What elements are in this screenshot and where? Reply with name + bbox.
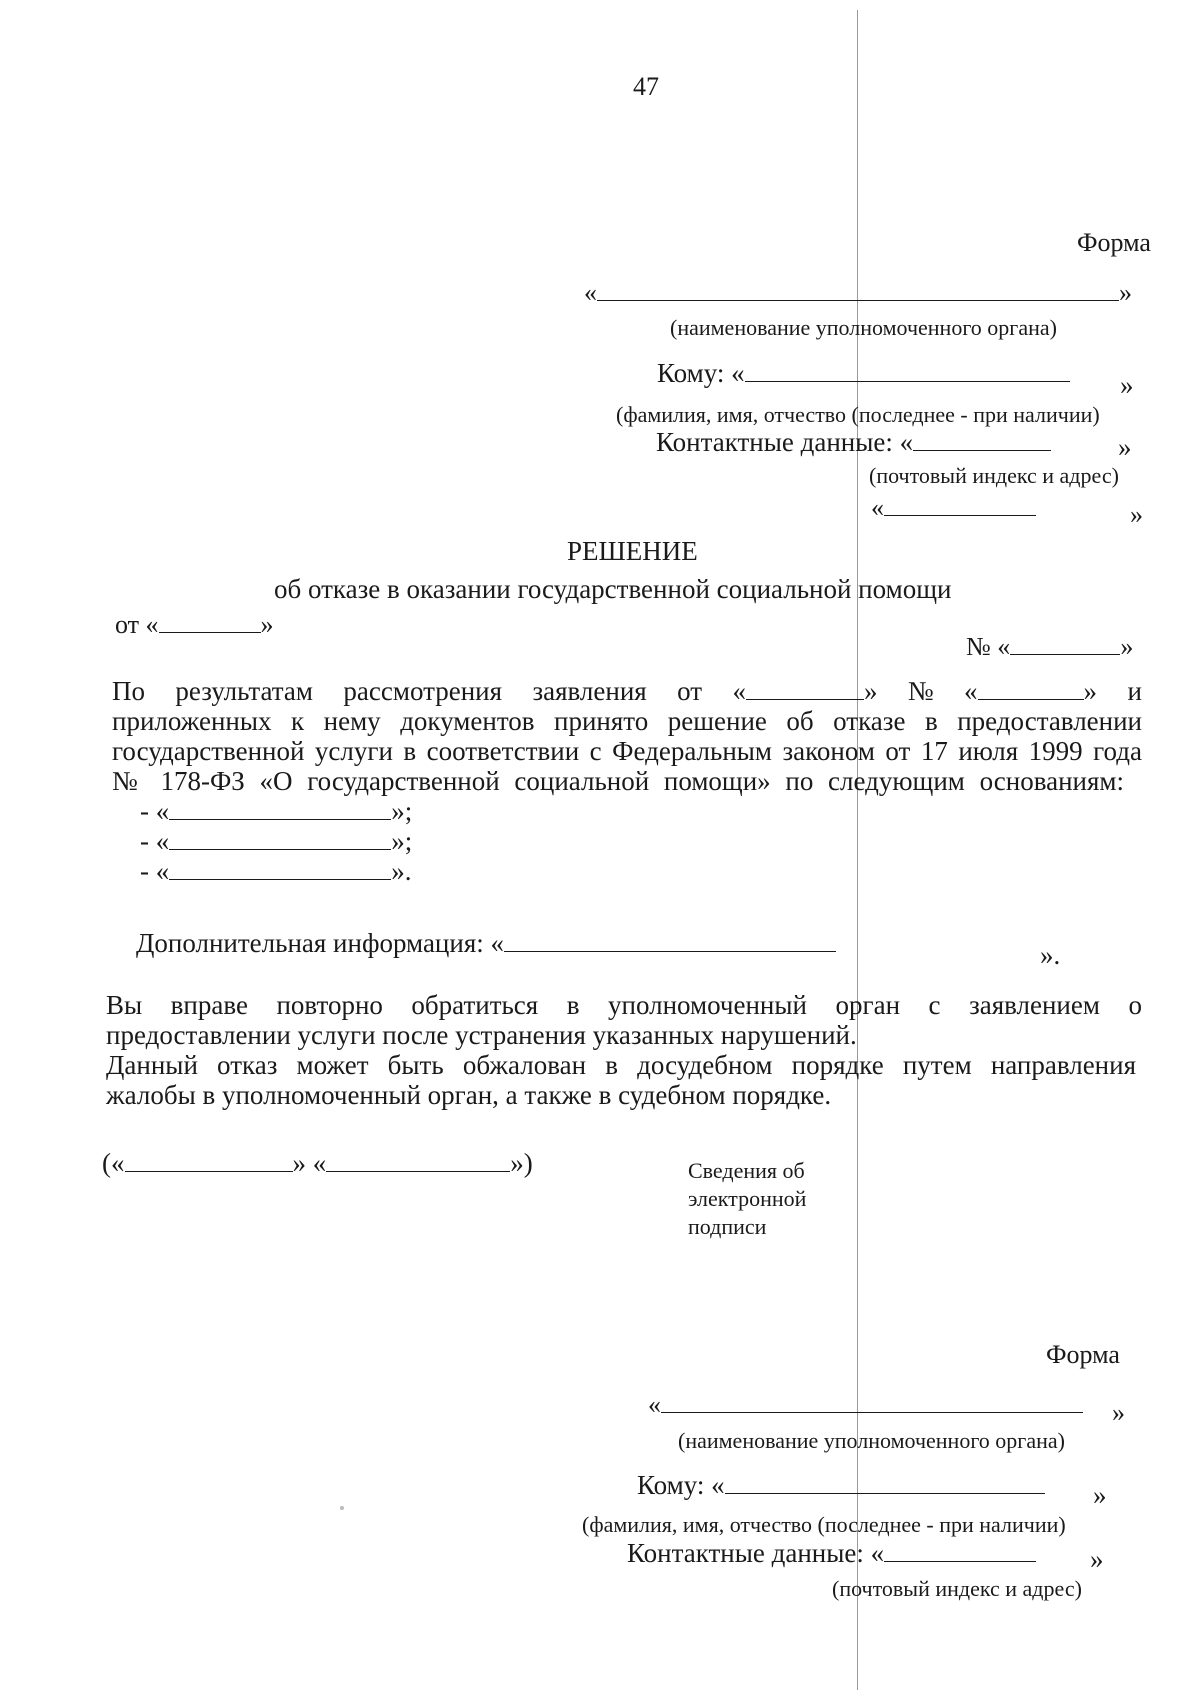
contacts-line bbox=[656, 427, 1051, 458]
authority-field[interactable] bbox=[597, 280, 1119, 301]
reason-field[interactable] bbox=[169, 829, 391, 850]
application-date-field[interactable] bbox=[746, 679, 864, 700]
application-number-field[interactable] bbox=[978, 679, 1084, 700]
reason-prefix: - « bbox=[140, 856, 170, 886]
body-line-1 bbox=[112, 676, 1142, 707]
body-word: По bbox=[112, 676, 145, 706]
document-title: РЕШЕНИЕ bbox=[567, 536, 698, 566]
decision-date-field[interactable] bbox=[159, 612, 261, 633]
contacts-close-quote: » bbox=[1118, 432, 1132, 462]
recipient-close-quote: » bbox=[1120, 370, 1134, 400]
contacts-field[interactable] bbox=[913, 430, 1051, 451]
close-quote: » bbox=[1119, 278, 1132, 307]
recipient-caption: (фамилия, имя, отчество (последнее - при наличии) bbox=[616, 402, 1100, 427]
signature-name-field[interactable] bbox=[326, 1151, 510, 1172]
recipient-line bbox=[657, 358, 1070, 389]
body-word: и bbox=[1127, 676, 1142, 706]
scan-speck bbox=[340, 1506, 344, 1510]
reason-item bbox=[140, 826, 412, 857]
esign-line-2: электронной bbox=[688, 1186, 807, 1211]
open-quote: « bbox=[964, 676, 978, 706]
decision-number-field[interactable] bbox=[1010, 634, 1120, 655]
signature-position-field[interactable] bbox=[125, 1151, 293, 1172]
authority-close-quote: » bbox=[1112, 1398, 1125, 1427]
additional-info-suffix: ». bbox=[1040, 940, 1061, 970]
notice-line-3: Данный отказ может быть обжалован в досудебном порядке путем направления bbox=[106, 1050, 1136, 1080]
decision-number-line bbox=[966, 632, 1133, 662]
number-prefix: № « bbox=[966, 632, 1011, 661]
additional-info-label: Дополнительная информация: « bbox=[136, 928, 504, 958]
page-number: 47 bbox=[633, 72, 659, 101]
to-label: Кому: « bbox=[657, 358, 745, 388]
esign-line-3: подписи bbox=[688, 1214, 767, 1239]
signature-mid: » « bbox=[292, 1148, 327, 1178]
document-subtitle: об отказе в оказании государственной социальной помощи bbox=[274, 574, 952, 604]
reason-item bbox=[140, 796, 412, 827]
signature-open: (« bbox=[102, 1148, 125, 1178]
date-prefix: от « bbox=[115, 610, 159, 639]
body-line-2: приложенных к нему документов принято решение об отказе в предоставлении bbox=[112, 706, 1142, 736]
address-close-quote: » bbox=[1130, 500, 1143, 529]
recipient-line bbox=[637, 1470, 1045, 1501]
contacts-close-quote: » bbox=[1090, 1544, 1104, 1574]
esign-line-1: Сведения об bbox=[688, 1158, 805, 1183]
recipient-field[interactable] bbox=[745, 361, 1070, 382]
notice-line-1: Вы вправе повторно обратиться в уполномоченный орган с заявлением о bbox=[106, 990, 1142, 1020]
close-quote: » bbox=[1083, 676, 1098, 706]
reason-item bbox=[140, 856, 412, 887]
address-line bbox=[871, 493, 1036, 523]
date-suffix: » bbox=[260, 610, 274, 639]
additional-info-line bbox=[136, 928, 836, 959]
contacts-label: Контактные данные: « bbox=[656, 427, 914, 457]
additional-info-field[interactable] bbox=[504, 931, 836, 952]
signature-line bbox=[102, 1148, 533, 1179]
reason-suffix: ». bbox=[391, 856, 412, 886]
reason-suffix: »; bbox=[391, 826, 413, 856]
body-line-3: государственной услуги в соответствии с Федеральным законом от 17 июля 1999 года bbox=[112, 736, 1142, 766]
address-caption: (почтовый индекс и адрес) bbox=[869, 463, 1119, 488]
reason-field[interactable] bbox=[169, 859, 391, 880]
body-word: результатам bbox=[175, 676, 314, 706]
open-quote: « bbox=[871, 493, 884, 522]
body-word: от bbox=[677, 676, 703, 706]
address-field[interactable] bbox=[884, 495, 1036, 516]
authority-line bbox=[648, 1390, 1083, 1420]
authority-caption: (наименование уполномоченного органа) bbox=[670, 315, 1057, 340]
form-label: Форма bbox=[1046, 1340, 1120, 1369]
contacts-line bbox=[627, 1538, 1036, 1569]
reason-prefix: - « bbox=[140, 796, 170, 826]
authority-caption: (наименование уполномоченного органа) bbox=[678, 1428, 1065, 1453]
reason-field[interactable] bbox=[169, 799, 391, 820]
body-word: заявления bbox=[532, 676, 647, 706]
reason-suffix: »; bbox=[391, 796, 413, 826]
recipient-caption: (фамилия, имя, отчество (последнее - при наличии) bbox=[582, 1512, 1066, 1537]
to-label: Кому: « bbox=[637, 1470, 725, 1500]
application-date bbox=[732, 676, 877, 707]
contacts-label: Контактные данные: « bbox=[627, 1538, 885, 1568]
authority-field[interactable] bbox=[661, 1392, 1083, 1413]
address-caption: (почтовый индекс и адрес) bbox=[832, 1576, 1082, 1601]
close-quote: » bbox=[863, 676, 878, 706]
notice-line-4: жалобы в уполномоченный орган, а также в судебном порядке. bbox=[106, 1080, 832, 1110]
open-quote: « bbox=[732, 676, 746, 706]
authority-line bbox=[584, 278, 1132, 308]
body-line-4: № 178-ФЗ «О государственной социальной помощи» по следующим основаниям: bbox=[112, 766, 1124, 796]
recipient-field[interactable] bbox=[725, 1473, 1045, 1494]
number-suffix: » bbox=[1120, 632, 1134, 661]
number-sign: № bbox=[907, 676, 934, 706]
notice-line-2: предоставлении услуги после устранения указанных нарушений. bbox=[106, 1020, 857, 1050]
form-label: Форма bbox=[1077, 228, 1151, 257]
signature-close: ») bbox=[510, 1148, 533, 1178]
open-quote: « bbox=[584, 278, 597, 307]
application-number bbox=[964, 676, 1097, 707]
contacts-field[interactable] bbox=[884, 1541, 1036, 1562]
body-word: рассмотрения bbox=[343, 676, 503, 706]
reason-prefix: - « bbox=[140, 826, 170, 856]
decision-date-line bbox=[115, 610, 274, 640]
recipient-close-quote: » bbox=[1093, 1480, 1107, 1510]
open-quote: « bbox=[648, 1390, 661, 1419]
